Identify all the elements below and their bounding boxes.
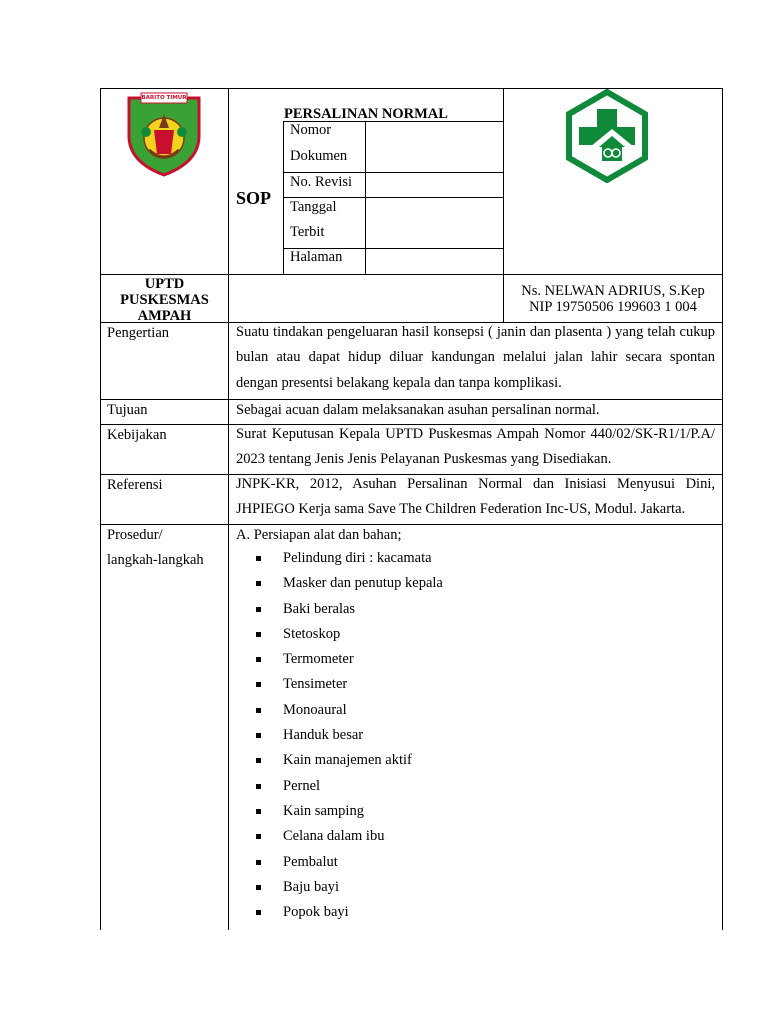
bullet-icon (256, 607, 261, 612)
org-name-line2: PUSKESMAS (120, 292, 209, 308)
label-kebijakan: Kebijakan (107, 427, 167, 443)
text-referensi: JNPK-KR, 2012, Asuhan Persalinan Normal dan Inisiasi Menyusui Dini, JHPIEGO Kerja sama Save The Children Federation Inc-US, Modul. Jakarta. (236, 476, 715, 518)
bullet-icon (256, 657, 261, 662)
list-item: Masker dan penutup kepala (256, 571, 443, 596)
text-kebijakan: Surat Keputusan Kepala UPTD Puskesmas Ampah Nomor 440/02/SK-R1/1/P.A/ 2023 tentang Jenis Jenis Pelayanan Puskesmas yang Disediakan. (236, 426, 715, 468)
label-tujuan: Tujuan (107, 402, 148, 418)
column-divider-label (228, 88, 229, 930)
signatory-name: Ns. NELWAN ADRIUS, S.Kep (521, 283, 705, 299)
list-item: Kain manajemen aktif (256, 748, 443, 773)
label-pengertian: Pengertian (107, 325, 170, 341)
org-name-line1: UPTD (144, 276, 185, 292)
bullet-icon (256, 556, 261, 561)
bullet-icon (256, 860, 261, 865)
header-divider (100, 274, 723, 275)
step-a-heading: A. Persiapan alat dan bahan; (236, 527, 402, 543)
list-item: Pelindung diri : kacamata (256, 546, 443, 571)
bullet-icon (256, 885, 261, 890)
list-item: Stetoskop (256, 622, 443, 647)
regency-logo-text: BARITO TIMUR (141, 95, 187, 101)
table-border-left (100, 88, 101, 930)
text-pengertian: Suatu tindakan pengeluaran hasil konsepsi ( janin dan plasenta ) yang telah cukup bulan atau dapat hidup diluar kandungan melalui jalan lahir secara spontan dengan presentsi belakang kepala dan tanpa komplikasi. (236, 324, 715, 391)
bullet-icon (256, 784, 261, 789)
label-prosedur-line2: langkah-langkah (107, 552, 204, 568)
list-item: Kain samping (256, 799, 443, 824)
org-name-line3: AMPAH (137, 308, 192, 324)
list-item: Celana dalam ibu (256, 824, 443, 849)
label-prosedur-line1: Prosedur/ (107, 527, 163, 543)
bullet-icon (256, 733, 261, 738)
text-tujuan: Sebagai acuan dalam melaksanakan asuhan persalinan normal. (236, 402, 600, 418)
equipment-list (256, 546, 443, 925)
list-item: Baki beralas (256, 597, 443, 622)
bullet-icon (256, 910, 261, 915)
table-border-right (722, 88, 723, 930)
list-item: Handuk besar (256, 723, 443, 748)
field-label-terbit: Terbit (290, 224, 325, 240)
label-referensi: Referensi (107, 477, 163, 493)
signatory-nip: NIP 19750506 199603 1 004 (529, 299, 697, 315)
row-divider-prosedur (100, 524, 723, 525)
regency-logo (125, 92, 203, 178)
puskesmas-logo (564, 89, 650, 183)
bullet-icon (256, 834, 261, 839)
bullet-icon (256, 708, 261, 713)
list-item: Pernel (256, 774, 443, 799)
field-label-dokumen: Dokumen (290, 148, 348, 164)
list-item: Monoaural (256, 698, 443, 723)
row-divider-tujuan (100, 399, 723, 400)
field-divider-2 (283, 197, 503, 198)
field-label-halaman: Halaman (290, 249, 343, 265)
list-item: Popok bayi (256, 900, 443, 925)
list-item: Pembalut (256, 850, 443, 875)
bullet-icon (256, 809, 261, 814)
list-item: Termometer (256, 647, 443, 672)
field-divider-1 (283, 172, 503, 173)
bullet-icon (256, 632, 261, 637)
field-label-tanggal: Tanggal (290, 199, 337, 215)
bullet-icon (256, 581, 261, 586)
page-title: PERSALINAN NORMAL (284, 106, 448, 122)
list-item: Baju bayi (256, 875, 443, 900)
list-item: Tensimeter (256, 672, 443, 697)
sop-label: SOP (236, 188, 272, 208)
field-label-revisi: No. Revisi (290, 174, 353, 190)
bullet-icon (256, 682, 261, 687)
bullet-icon (256, 758, 261, 763)
field-label-nomor: Nomor (290, 122, 332, 138)
